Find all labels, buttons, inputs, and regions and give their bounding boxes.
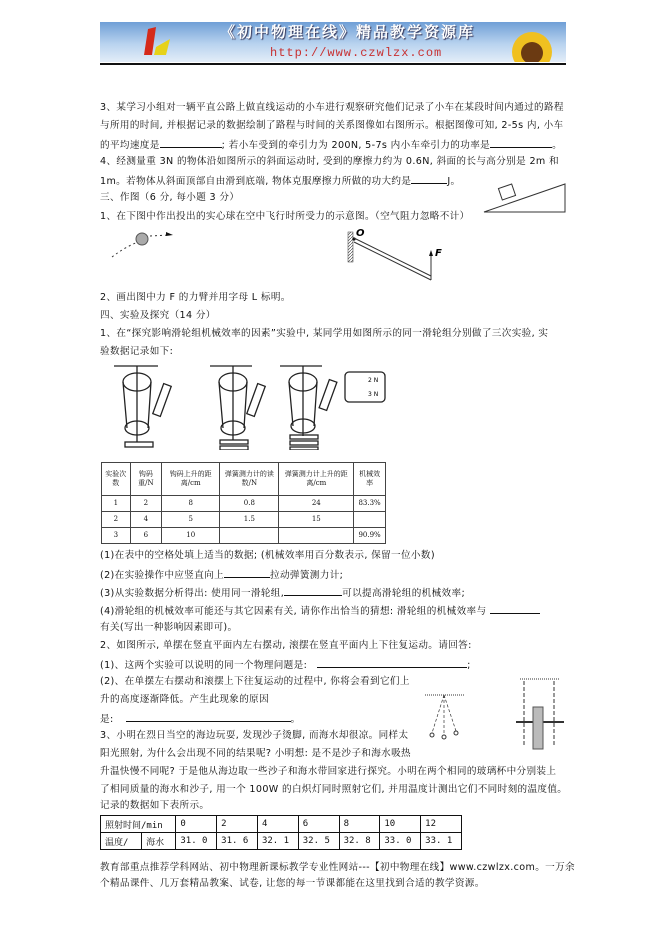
s4-p4b: 有关(写出一种影响因素即可)。 <box>100 622 238 633</box>
answer-blank[interactable] <box>224 568 270 578</box>
cell: 0 <box>176 816 217 833</box>
temperature-table <box>100 815 462 850</box>
section3-heading: 三、作图（6 分, 每小题 3 分） <box>100 192 240 203</box>
cell: 1.5 <box>220 512 279 528</box>
cell: 32. 5 <box>298 833 339 850</box>
s3-q2: 2、画出图中力 F 的力臂并用字母 L 标明。 <box>100 292 291 303</box>
cell: 8 <box>162 496 220 512</box>
cell: 15 <box>279 512 354 528</box>
s4-p4 <box>100 604 540 618</box>
answer-blank[interactable] <box>317 658 467 668</box>
header-cell: 钩码上升的距离/cm <box>162 463 220 496</box>
text: (4)滑轮组的机械效率可能还与其它因素有关, 请你作出恰当的猜想: 滑轮组的机械效率与 <box>100 606 487 617</box>
cell: 2 <box>102 512 131 528</box>
text: (2)在实验操作中应竖直向上 <box>100 570 225 581</box>
text: ; <box>467 660 471 671</box>
footer-line2: 个精品课件、几万套精品教案、试卷, 让您的每一节课都能在这里找到合适的教学资源。 <box>100 878 485 889</box>
incline-figure <box>480 180 570 216</box>
answer-blank[interactable] <box>490 138 552 148</box>
table-header-row <box>102 463 386 496</box>
text: 拉动弹簧测力计; <box>270 570 344 581</box>
pulley-figure <box>100 362 400 450</box>
s4-q2: 2、如图所示, 单摆在竖直平面内左右摆动, 滚摆在竖直平面内上下往复运动。请回答: <box>100 640 472 651</box>
text: 可以提高滑轮组的机械效率; <box>342 588 466 599</box>
cell: 31. 6 <box>217 833 258 850</box>
pulley-data-table <box>101 462 386 544</box>
table-row <box>101 833 462 850</box>
s4-q2-1 <box>100 658 471 672</box>
q4-line1: 4、经测量重 3N 的物体沿如图所示的斜面运动时, 受到的摩擦力约为 0.6N, 斜面的长与高分别是 2m 和 <box>100 156 559 167</box>
row-label: 海水 <box>142 833 176 850</box>
cell: 90.9% <box>354 528 386 544</box>
s4-q2-2c <box>100 712 300 726</box>
cell: 32. 8 <box>339 833 380 850</box>
answer-cell[interactable] <box>220 528 279 544</box>
cell: 6 <box>130 528 162 544</box>
answer-blank[interactable] <box>411 174 447 184</box>
pendulum-figures <box>420 675 570 750</box>
cell: 5 <box>162 512 220 528</box>
table-row <box>102 528 386 544</box>
s4-q3-line4: 了相同质量的海水和沙子, 用一个 100W 的白炽灯同时照射它们, 并用温度计测出它们不同时刻的温度值。 <box>100 784 568 795</box>
cell: 8 <box>339 816 380 833</box>
lever-figure <box>345 226 455 291</box>
table-row <box>102 512 386 528</box>
cell: 10 <box>162 528 220 544</box>
answer-blank[interactable] <box>284 586 342 596</box>
q3-line3 <box>100 138 562 152</box>
header-divider <box>100 63 566 65</box>
s4-p1: (1)在表中的空格处填上适当的数据; (机械效率用百分数表示, 保留一位小数) <box>100 550 435 561</box>
q3-line2: 与所用的时间, 并根据记录的数据绘制了路程与时间的关系图像如右图所示。根据图像可知, 2-5s 内, 小车 <box>100 120 564 131</box>
label-o: O <box>356 228 365 239</box>
table-row <box>101 816 462 833</box>
cell: 4 <box>257 816 298 833</box>
cell: 2 <box>130 496 162 512</box>
cell: 12 <box>421 816 462 833</box>
header-cell: 弹簧测力计上升的距离/cm <box>279 463 354 496</box>
cell: 6 <box>298 816 339 833</box>
answer-cell[interactable] <box>279 528 354 544</box>
text: 。 <box>290 714 301 725</box>
s4-q1-line2: 验数据记录如下: <box>100 346 174 357</box>
scale-label-3n: 3 N <box>368 391 379 398</box>
text: (3)从实验数据分析得出: 使用同一滑轮组, <box>100 588 285 599</box>
header-cell: 机械效率 <box>354 463 386 496</box>
cell: 33. 1 <box>421 833 462 850</box>
scale-label-2n: 2 N <box>368 377 379 384</box>
text: (1)、这两个实验可以说明的同一个物理问题是: <box>100 660 308 671</box>
text: ; 若小车受到的牵引力为 200N, 5-7s 内小车牵引力的功率是 <box>221 140 491 151</box>
header-banner <box>100 22 566 62</box>
s4-q2-2a: (2)、在单摆左右摆动和滚摆上下往复运动的过程中, 你将会看到它们上 <box>100 676 410 687</box>
header-cell: 实验次数 <box>102 463 131 496</box>
s4-q3-line3: 升温快慢不同呢? 于是他从海边取一些沙子和海水带回家进行探究。小明在两个相同的玻璃杯中分别装上 <box>100 766 557 777</box>
text: J。 <box>447 176 461 187</box>
header-url: http://www.czwlzx.com <box>270 46 443 60</box>
cell: 0.8 <box>220 496 279 512</box>
logo-icon <box>140 25 180 61</box>
ball-figure <box>110 225 190 265</box>
row-label: 温度/ <box>101 833 142 850</box>
q4-line2 <box>100 174 460 188</box>
footer-line1: 教育部重点推荐学科网站、初中物理新课标教学专业性网站---【初中物理在线】www.czwlzx.com。一万余 <box>100 862 575 873</box>
cell: 32. 1 <box>257 833 298 850</box>
s4-q3-line1: 3、小明在烈日当空的海边玩耍, 发现沙子烫脚, 而海水却很凉。同样太 <box>100 730 409 741</box>
table-row <box>102 496 386 512</box>
section4-heading: 四、实验及探究（14 分） <box>100 310 216 321</box>
cell: 3 <box>102 528 131 544</box>
cell: 33. 0 <box>380 833 421 850</box>
cell: 83.3% <box>354 496 386 512</box>
cell: 1 <box>102 496 131 512</box>
cell: 2 <box>217 816 258 833</box>
answer-blank[interactable] <box>490 604 540 614</box>
text: 的平均速度是 <box>100 140 160 151</box>
cell: 24 <box>279 496 354 512</box>
s4-p3 <box>100 586 465 600</box>
label-f: F <box>435 248 442 259</box>
sunflower-icon <box>500 26 560 62</box>
cell: 31. 0 <box>176 833 217 850</box>
cell: 10 <box>380 816 421 833</box>
text: 1m。若物体从斜面顶部自由滑到底端, 物体克服摩擦力所做的功大约是 <box>100 176 412 187</box>
s4-q2-2b: 升的高度逐渐降低。产生此现象的原因 <box>100 694 270 705</box>
header-cell: 弹簧测力计的读数/N <box>220 463 279 496</box>
s4-q3-line5: 记录的数据如下表所示。 <box>100 800 210 811</box>
answer-blank[interactable] <box>126 712 291 722</box>
q3-line1: 3、某学习小组对一辆平直公路上做直线运动的小车进行观察研究他们记录了小车在某段时间内通过的路程 <box>100 102 564 113</box>
s4-q1-line1: 1、在“探究影响滑轮组机械效率的因素”实验中, 某同学用如图所示的同一滑轮组分别做了三次实验, 实 <box>100 328 549 339</box>
cell: 4 <box>130 512 162 528</box>
header-title: 《初中物理在线》精品教学资源库 <box>220 23 476 41</box>
s4-p2 <box>100 568 343 582</box>
text: 。 <box>552 140 563 151</box>
text: 是: <box>100 714 114 725</box>
row-label: 照射时间/min <box>101 816 176 833</box>
answer-blank[interactable] <box>160 138 222 148</box>
header-cell: 钩码重/N <box>130 463 162 496</box>
s4-q3-line2: 阳光照射, 为什么会出现不同的结果呢? 小明想: 是不是沙子和海水吸热 <box>100 748 411 759</box>
s3-q1: 1、在下图中作出投出的实心球在空中飞行时所受力的示意图。（空气阻力忽略不计） <box>100 211 470 222</box>
answer-cell[interactable] <box>354 512 386 528</box>
